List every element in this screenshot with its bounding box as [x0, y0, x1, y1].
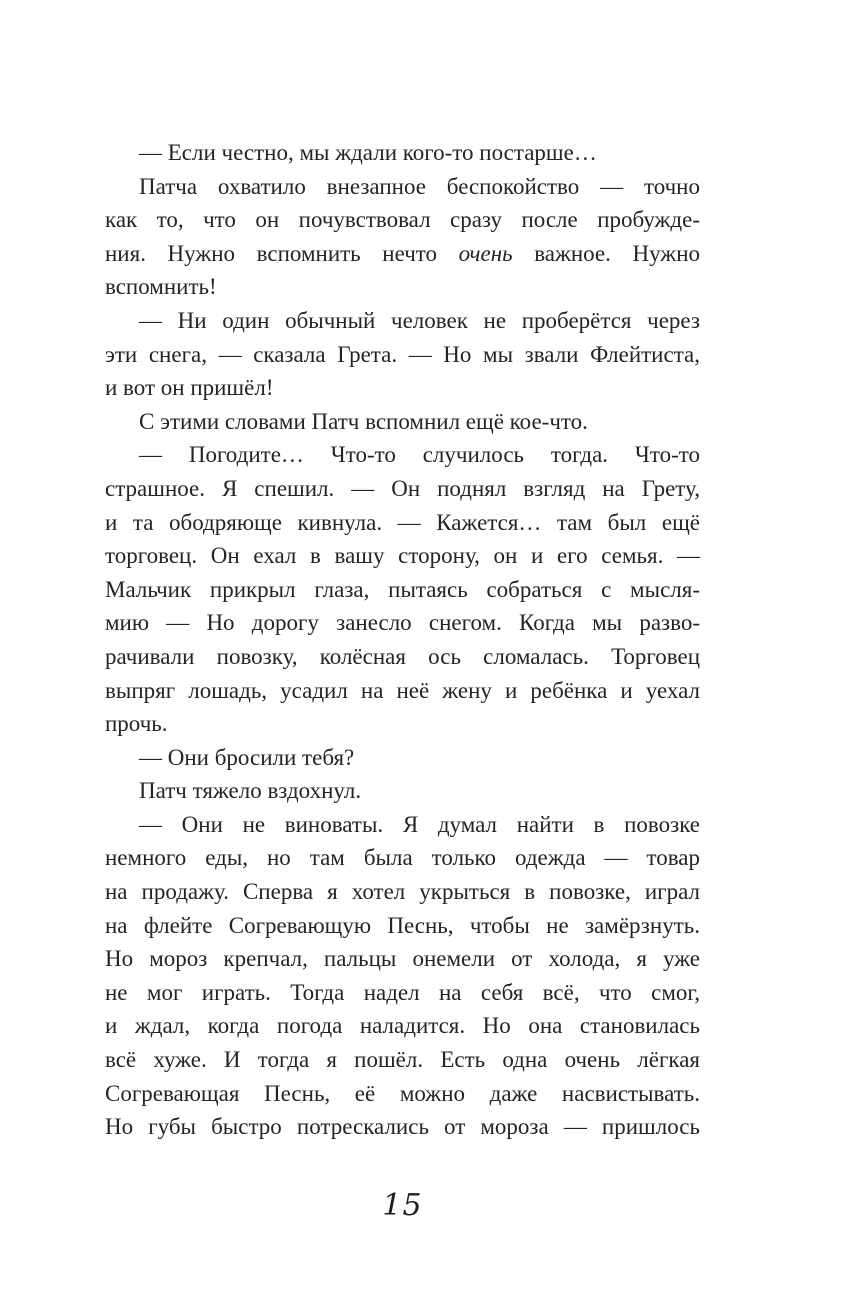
paragraph [105, 808, 700, 1144]
text-run: ния. Нужно вспомнить нечто [105, 240, 459, 266]
text-line: как то, что он почувствовал сразу после пробужде- [105, 207, 700, 233]
paragraph [105, 405, 700, 439]
text-line: всё хуже. И тогда я пошёл. Есть одна очень лёгкая [105, 1047, 700, 1073]
text-line: — Погодите… Что-то случилось тогда. Что-то [139, 442, 700, 468]
text-line: — Если честно, мы ждали кого-то постарше… [139, 140, 597, 165]
text-line: Мальчик прикрыл глаза, пытаясь собраться с мысля- [105, 576, 700, 602]
paragraph [105, 170, 700, 304]
text-line: Но губы быстро потрескались от мороза — пришлось [105, 1114, 700, 1140]
text-line: на продажу. Сперва я хотел укрыться в повозке, играл [105, 879, 700, 905]
text-line: Согревающая Песнь, её можно даже насвистывать. [105, 1080, 700, 1106]
paragraph [105, 136, 700, 170]
text-line: прочь. [105, 711, 168, 737]
text-line: эти снега, — сказала Грета. — Но мы звали Флейтиста, [105, 341, 700, 367]
text-line: — Они не виноваты. Я думал найти в повозке [139, 811, 700, 837]
text-line: — Ни один обычный человек не проберётся через [139, 307, 700, 333]
page-text-block [105, 136, 700, 1144]
text-line: немного еды, но там была только одежда — товар [105, 845, 700, 871]
text-line: рачивали повозку, колёсная ось сломалась. Торговец [105, 643, 700, 669]
italic-text-run: очень [458, 240, 513, 266]
text-line: страшное. Я спешил. — Он поднял взгляд на Грету, [105, 475, 700, 501]
paragraph [105, 741, 700, 775]
text-line: С этими словами Патч вспомнил ещё кое-что. [139, 408, 588, 434]
paragraph [105, 304, 700, 405]
text-line: Патч тяжело вздохнул. [139, 778, 362, 804]
text-line: и вот он пришёл! [105, 375, 274, 401]
text-line: Но мороз крепчал, пальцы онемели от холода, я уже [105, 946, 700, 972]
page-number: 15 [382, 1188, 423, 1223]
text-line: торговец. Он ехал в вашу сторону, он и его семья. — [105, 543, 700, 569]
text-line: выпряг лошадь, усадил на неё жену и ребёнка и уехал [105, 677, 700, 703]
paragraph [105, 438, 700, 740]
text-line: и та ободряюще кивнула. — Кажется… там был ещё [105, 509, 700, 535]
text-line: вспомнить! [105, 274, 217, 300]
text-line: — Они бросили тебя? [139, 744, 355, 770]
text-line [105, 237, 700, 271]
paragraph [105, 774, 700, 808]
text-line: мию — Но дорогу занесло снегом. Когда мы разво- [105, 610, 700, 636]
text-run: важное. Нужно [512, 240, 700, 266]
text-line: и ждал, когда погода наладится. Но она становилась [105, 1013, 700, 1039]
text-line: на флейте Согревающую Песнь, чтобы не замёрзнуть. [105, 912, 700, 938]
text-line: Патча охватило внезапное беспокойство — точно [139, 173, 700, 199]
text-line: не мог играть. Тогда надел на себя всё, что смог, [105, 979, 700, 1005]
